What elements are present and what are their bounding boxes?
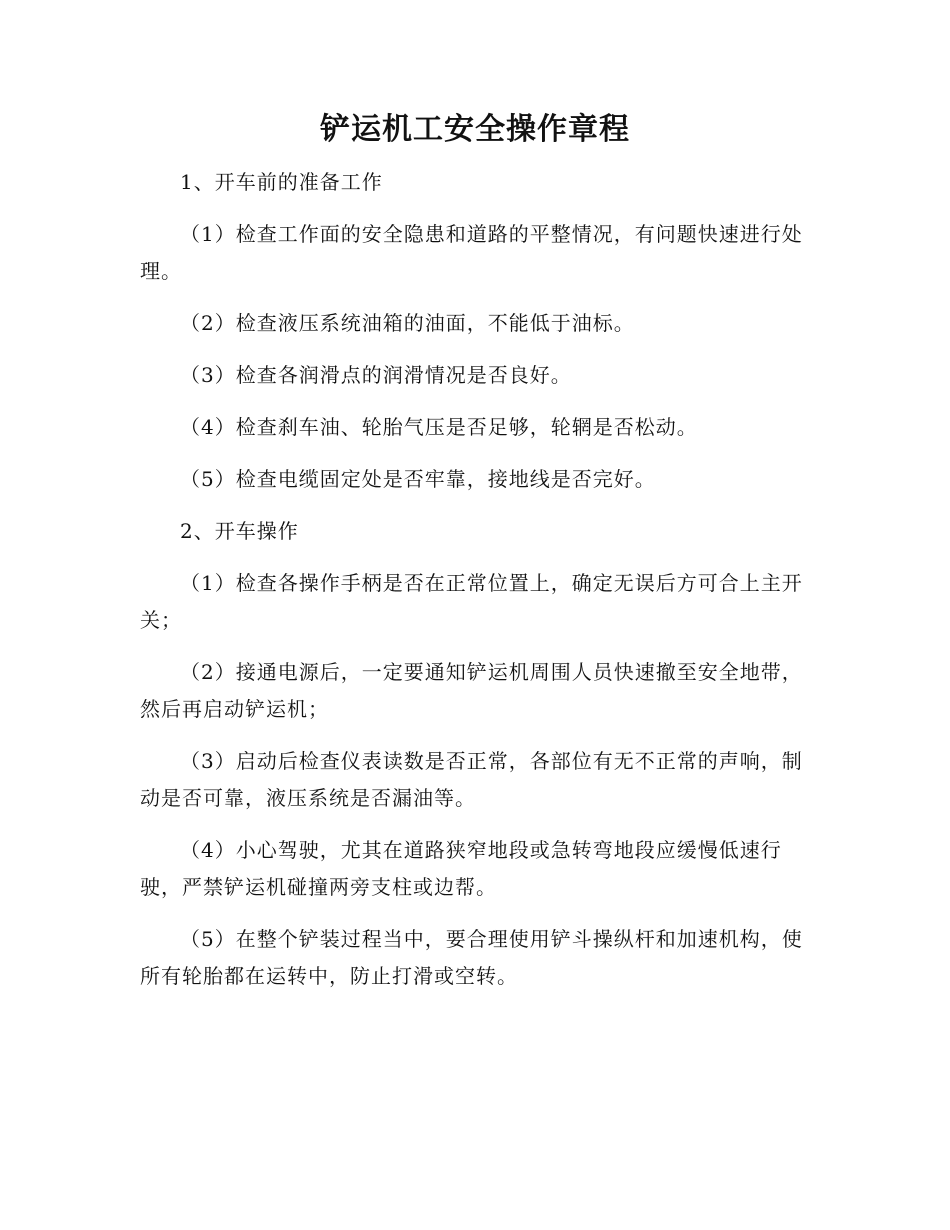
document-body xyxy=(140,164,810,995)
operation-item-3: （3）启动后检查仪表读数是否正常，各部位有无不正常的声响，制动是否可靠，液压系统是否漏油等。 xyxy=(140,749,803,810)
preparation-item-4: （4）检查刹车油、轮胎气压是否足够，轮辋是否松动。 xyxy=(180,415,698,439)
preparation-item-1: （1）检查工作面的安全隐患和道路的平整情况，有问题快速进行处理。 xyxy=(140,222,803,283)
operation-item-2: （2）接通电源后，一定要通知铲运机周围人员快速撤至安全地带，然后再启动铲运机； xyxy=(140,660,803,721)
preparation-item-3: （3）检查各润滑点的润滑情况是否良好。 xyxy=(180,363,572,387)
document-title: 铲运机工安全操作章程 xyxy=(320,112,630,147)
operation-item-5: （5）在整个铲装过程当中，要合理使用铲斗操纵杆和加速机构，使所有轮胎都在运转中，防止打滑或空转。 xyxy=(140,927,803,988)
section-heading-preparation: 1、开车前的准备工作 xyxy=(180,170,383,194)
operation-item-4: （4）小心驾驶，尤其在道路狭窄地段或急转弯地段应缓慢低速行驶，严禁铲运机碰撞两旁支柱或边帮。 xyxy=(140,838,782,899)
operation-item-1: （1）检查各操作手柄是否在正常位置上，确定无误后方可合上主开关； xyxy=(140,571,803,632)
preparation-item-2: （2）检查液压系统油箱的油面，不能低于油标。 xyxy=(180,311,635,335)
preparation-item-5: （5）检查电缆固定处是否牢靠，接地线是否完好。 xyxy=(180,467,656,491)
section-heading-operation: 2、开车操作 xyxy=(180,519,299,543)
